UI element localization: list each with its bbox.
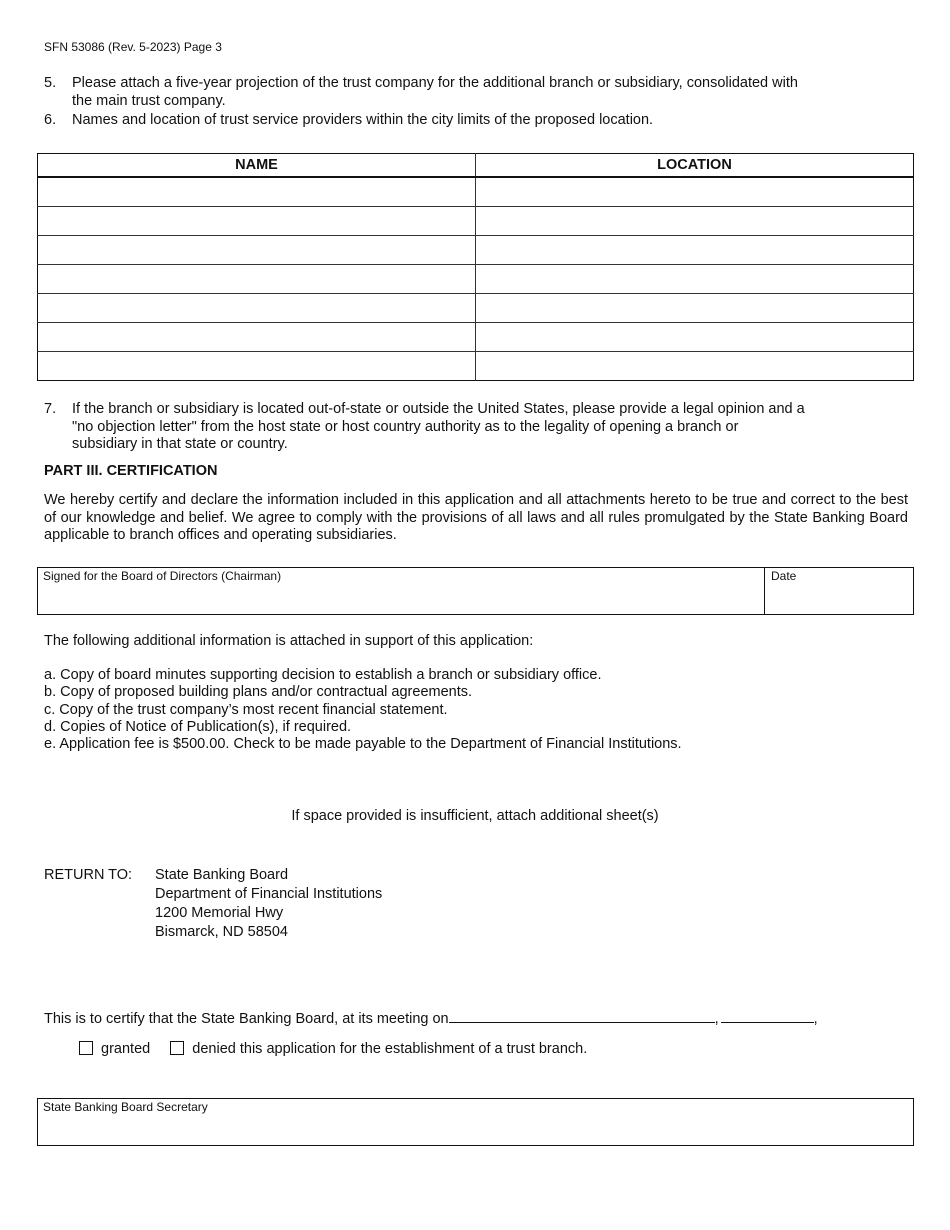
space-note: If space provided is insufficient, attach additional sheet(s) [291,808,659,824]
board-certification-text: This is to certify that the State Banking Board, at its meeting on [44,1011,449,1027]
date-label: Date [771,569,797,583]
signature-label: Signed for the Board of Directors (Chairman) [43,569,282,583]
denied-checkbox[interactable] [170,1041,184,1055]
return-address-line-3: 1200 Memorial Hwy [155,905,284,921]
attachment-item-b: b. Copy of proposed building plans and/or contractual agreements. [44,684,473,701]
item-5 [44,74,924,110]
meeting-date-field[interactable] [449,1008,715,1023]
item-7-line-3: subsidiary in that state or country. [72,436,288,452]
decision-options [79,1041,587,1057]
part-3-title: PART III. CERTIFICATION [44,463,218,479]
table-row [38,352,914,381]
form-header-id: SFN 53086 (Rev. 5-2023) Page 3 [44,40,222,54]
board-certification-line [44,1008,818,1027]
providers-table [37,153,914,381]
item-6-line-1: Names and location of trust service providers within the city limits of the proposed location. [72,112,654,128]
meeting-date-comma-2: , [813,1011,818,1027]
table-row [38,177,914,207]
provider-location-cell[interactable] [476,352,914,381]
item-5-line-2: the main trust company. [72,93,226,109]
table-row [38,236,914,265]
provider-location-cell[interactable] [476,294,914,323]
provider-name-cell[interactable] [38,352,476,381]
item-7-line-1: If the branch or subsidiary is located out-of-state or outside the United States, please provide a legal opinion and a [72,401,805,417]
location-column-header: LOCATION [476,154,914,178]
meeting-date-comma-1: , [714,1011,719,1027]
table-row [38,265,914,294]
attachments-list [44,667,904,753]
item-5-number: 5. [44,75,57,91]
item-7-number: 7. [44,401,57,417]
provider-location-cell[interactable] [476,207,914,236]
secretary-signature-box [37,1098,914,1146]
board-signature-box [37,567,914,615]
table-row [38,323,914,352]
table-row [38,294,914,323]
return-to-label: RETURN TO: [44,867,133,883]
granted-label: granted [101,1041,151,1057]
item-6 [44,111,924,129]
attachment-item-c: c. Copy of the trust company’s most recent financial statement. [44,701,448,718]
provider-location-cell[interactable] [476,265,914,294]
providers-table-body [38,177,914,381]
provider-name-cell[interactable] [38,177,476,207]
return-address [155,866,382,942]
attachment-item-d: d. Copies of Notice of Publication(s), if required. [44,718,352,735]
return-address-line-2: Department of Financial Institutions [155,886,383,902]
provider-name-cell[interactable] [38,207,476,236]
provider-name-cell[interactable] [38,294,476,323]
provider-name-cell[interactable] [38,265,476,294]
granted-checkbox[interactable] [79,1041,93,1055]
attachments-intro: The following additional information is attached in support of this application: [44,633,534,649]
provider-location-cell[interactable] [476,323,914,352]
certification-text: We hereby certify and declare the information included in this application and all attachments hereto to be true and correct to the best of our knowledge and belief. We agree to comply with the provisions of all laws and all rules promulgated by the State Banking Board applicable to branch offices and operating subsidiaries. [44,492,908,543]
denied-label: denied this application for the establishment of a trust branch. [192,1041,588,1057]
return-address-line-1: State Banking Board [155,867,289,883]
name-column-header: NAME [38,154,476,178]
table-row [38,207,914,236]
meeting-year-field[interactable] [721,1008,814,1023]
item-7-line-2: "no objection letter" from the host state or host country authority as to the legality of opening a branch or [72,418,739,435]
item-6-number: 6. [44,112,57,128]
item-7 [44,400,924,454]
attachment-item-e: e. Application fee is $500.00. Check to be made payable to the Department of Financial Institutions. [44,736,682,753]
provider-name-cell[interactable] [38,323,476,352]
provider-location-cell[interactable] [476,236,914,265]
signature-date-divider [764,568,765,614]
return-address-line-4: Bismarck, ND 58504 [155,924,288,940]
item-5-line-1: Please attach a five-year projection of the trust company for the additional branch or subsidiary, consolidated with [72,75,798,91]
provider-name-cell[interactable] [38,236,476,265]
attachment-item-a: a. Copy of board minutes supporting decision to establish a branch or subsidiary office. [44,667,602,683]
secretary-label: State Banking Board Secretary [43,1100,208,1114]
provider-location-cell[interactable] [476,177,914,207]
